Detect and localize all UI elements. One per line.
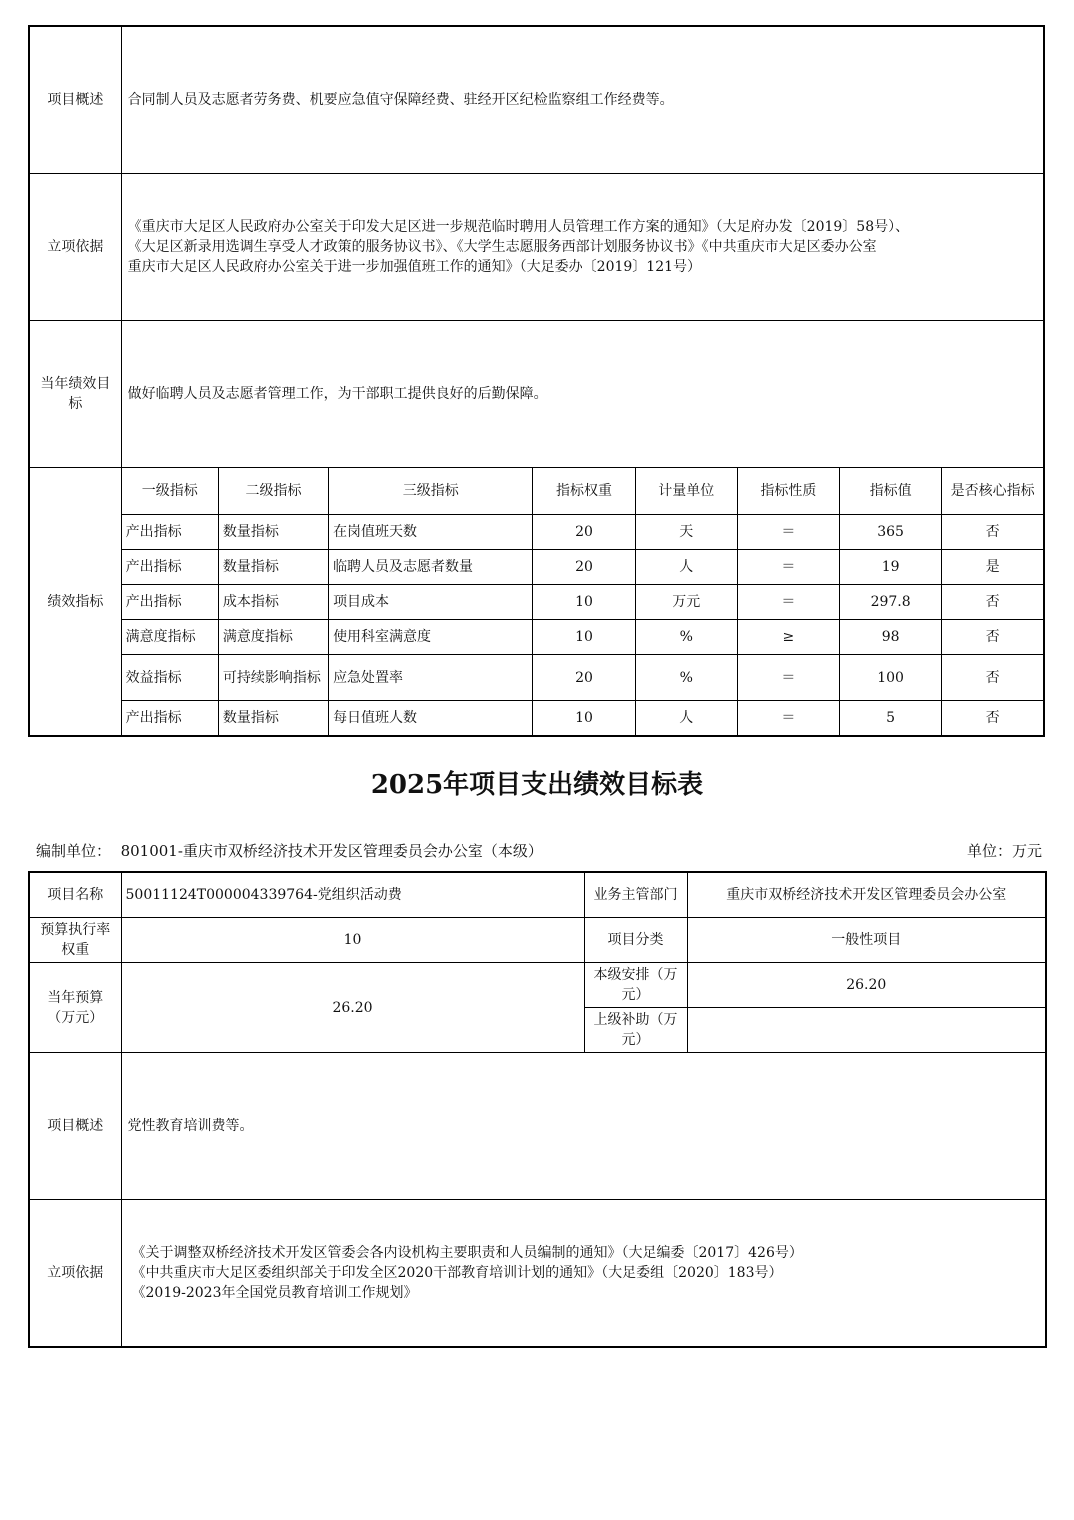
cell-level3: 临聘人员及志愿者数量: [329, 550, 533, 585]
basis-line: 《大足区新录用选调生享受人才政策的服务协议书》、《大学生志愿服务西部计划服务协议书》《中共重庆市大足区委办公室: [127, 239, 877, 255]
cell-weight: 10: [533, 585, 635, 620]
table-row: [29, 620, 1044, 655]
cell-level3: 项目成本: [329, 585, 533, 620]
summary-label: 项目概述: [29, 26, 121, 174]
table-row: [29, 655, 1044, 701]
cell-level3: 在岗值班天数: [329, 515, 533, 550]
cell-level1: 满意度指标: [121, 620, 218, 655]
header-core: 是否核心指标: [942, 468, 1044, 515]
cell-value: 100: [840, 655, 942, 701]
table-row: [29, 550, 1044, 585]
indicator-label: 绩效指标: [29, 468, 121, 737]
cell-nature: ＝: [737, 585, 839, 620]
currency-unit: 单位：万元: [966, 842, 1042, 860]
summary-text: 合同制人员及志愿者劳务费、机要应急值守保障经费、驻经开区纪检监察组工作经费等。: [121, 26, 1044, 174]
cell-level3: 应急处置率: [329, 655, 533, 701]
basis-text: [121, 174, 1044, 321]
dept-label: 业务主管部门: [584, 872, 687, 918]
basis-line: 重庆市大足区人民政府办公室关于进一步加强值班工作的通知》（大足委办〔2019〕121号）: [127, 259, 702, 275]
budget-value: 26.20: [121, 963, 584, 1053]
cell-level2: 成本指标: [218, 585, 328, 620]
table-row: [29, 515, 1044, 550]
cell-level1: 产出指标: [121, 550, 218, 585]
cell-level3: 每日值班人数: [329, 701, 533, 737]
cell-weight: 10: [533, 620, 635, 655]
cell-weight: 20: [533, 655, 635, 701]
cell-core: 否: [942, 515, 1044, 550]
superior-label: 上级补助（万元）: [584, 1008, 687, 1053]
dept-value: 重庆市双桥经济技术开发区管理委员会办公室: [687, 872, 1046, 918]
header-weight: 指标权重: [533, 468, 635, 515]
cell-value: 5: [840, 701, 942, 737]
cell-nature: ＝: [737, 515, 839, 550]
performance-table-2: [28, 871, 1047, 1348]
cell-weight: 20: [533, 515, 635, 550]
summary-text-2: 党性教育培训费等。: [121, 1053, 1046, 1200]
cell-unit: %: [635, 620, 737, 655]
cell-nature: ≥: [737, 620, 839, 655]
category-value: 一般性项目: [687, 918, 1046, 963]
cell-core: 否: [942, 701, 1044, 737]
header-value: 指标值: [840, 468, 942, 515]
superior-value: [687, 1008, 1046, 1053]
table-row: [29, 585, 1044, 620]
weight-value: 10: [121, 918, 584, 963]
project-name-label: 项目名称: [29, 872, 121, 918]
budget-label: 当年预算（万元）: [29, 963, 121, 1053]
org-label: 编制单位：: [36, 842, 112, 860]
org-value: 801001-重庆市双桥经济技术开发区管理委员会办公室（本级）: [120, 842, 543, 860]
cell-level2: 数量指标: [218, 550, 328, 585]
cell-value: 19: [840, 550, 942, 585]
weight-label: 预算执行率权重: [29, 918, 121, 963]
cell-level1: 产出指标: [121, 701, 218, 737]
cell-value: 297.8: [840, 585, 942, 620]
cell-level1: 效益指标: [121, 655, 218, 701]
basis-label: 立项依据: [29, 174, 121, 321]
header-level1: 一级指标: [121, 468, 218, 515]
header-level2: 二级指标: [218, 468, 328, 515]
header-unit: 计量单位: [635, 468, 737, 515]
cell-level2: 可持续影响指标: [218, 655, 328, 701]
cell-level2: 数量指标: [218, 701, 328, 737]
header-level3: 三级指标: [329, 468, 533, 515]
basis-text-2: [121, 1200, 1046, 1348]
unit-line: [36, 840, 1042, 861]
cell-weight: 20: [533, 550, 635, 585]
basis-line: 《2019-2023年全国党员教育培训工作规划》: [131, 1285, 418, 1301]
basis-line: 《中共重庆市大足区委组织部关于印发全区2020干部教育培训计划的通知》（大足委组〔2020〕183号）: [131, 1265, 783, 1281]
cell-unit: 万元: [635, 585, 737, 620]
cell-nature: ＝: [737, 701, 839, 737]
cell-core: 否: [942, 655, 1044, 701]
cell-core: 是: [942, 550, 1044, 585]
cell-level1: 产出指标: [121, 585, 218, 620]
cell-core: 否: [942, 585, 1044, 620]
cell-nature: ＝: [737, 550, 839, 585]
cell-unit: 天: [635, 515, 737, 550]
header-nature: 指标性质: [737, 468, 839, 515]
performance-table-1: [28, 25, 1045, 737]
basis-label-2: 立项依据: [29, 1200, 121, 1348]
cell-level2: 满意度指标: [218, 620, 328, 655]
cell-value: 98: [840, 620, 942, 655]
cell-level2: 数量指标: [218, 515, 328, 550]
cell-value: 365: [840, 515, 942, 550]
cell-level3: 使用科室满意度: [329, 620, 533, 655]
cell-weight: 10: [533, 701, 635, 737]
cell-nature: ＝: [737, 655, 839, 701]
category-label: 项目分类: [584, 918, 687, 963]
cell-core: 否: [942, 620, 1044, 655]
goal-text: 做好临聘人员及志愿者管理工作，为干部职工提供良好的后勤保障。: [121, 321, 1044, 468]
table-row: [29, 701, 1044, 737]
goal-label: 当年绩效目标: [29, 321, 121, 468]
local-label: 本级安排（万元）: [584, 963, 687, 1008]
cell-unit: %: [635, 655, 737, 701]
cell-level1: 产出指标: [121, 515, 218, 550]
basis-line: 《重庆市大足区人民政府办公室关于印发大足区进一步规范临时聘用人员管理工作方案的通知》（大足府办发〔2019〕58号）、: [127, 219, 910, 235]
basis-line: 《关于调整双桥经济技术开发区管委会各内设机构主要职责和人员编制的通知》（大足编委〔2017〕426号）: [131, 1245, 803, 1261]
project-name-value: 50011124T000004339764-党组织活动费: [121, 872, 584, 918]
cell-unit: 人: [635, 550, 737, 585]
summary-label-2: 项目概述: [29, 1053, 121, 1200]
local-value: 26.20: [687, 963, 1046, 1008]
page-title: 2025年项目支出绩效目标表: [370, 770, 704, 800]
cell-unit: 人: [635, 701, 737, 737]
